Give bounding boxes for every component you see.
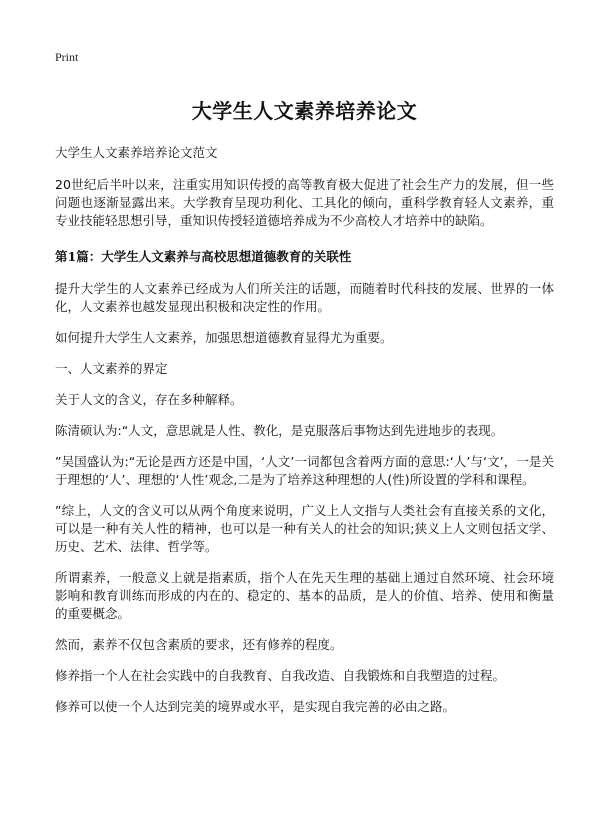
intro-paragraph: 20世纪后半叶以来，注重实用知识传授的高等教育极大促进了社会生产力的发展，但一些问题也逐渐显露出来。大学教育呈现功利化、工具化的倾向，重科学教育轻人文素养，重专业技能轻思想引导，重知识传授轻道德培养成为不少高校人才培养中的缺陷。 bbox=[55, 177, 554, 228]
body-paragraph-1: 提升大学生的人文素养已经成为人们所关注的话题，而随着时代科技的发展、世界的一体化，人文素养也越发显现出积极和决定性的作用。 bbox=[55, 281, 554, 314]
body-paragraph-6: ”综上，人文的含义可以从两个角度来说明，广义上人文指与人类社会有直接关系的文化，可以是一种有关人性的精神，也可以是一种有关人的社会的知识;狭义上人文则包括文学、历史、艺术、法律、哲学等。 bbox=[55, 503, 554, 554]
sub-heading-definition: 一、人文素养的界定 bbox=[55, 361, 168, 376]
body-paragraph-10: 修养可以使一个人达到完美的境界或水平，是实现自我完善的必由之路。 bbox=[55, 699, 456, 714]
body-paragraph-9: 修养指一个人在社会实践中的自我教育、自我改造、自我锻炼和自我塑造的过程。 bbox=[55, 668, 506, 683]
body-paragraph-4: 陈清硕认为:“人文，意思就是人性、教化，是克服落后事物达到先进地步的表现。 bbox=[55, 423, 504, 438]
body-paragraph-7: 所谓素养，一般意义上就是指素质，指个人在先天生理的基础上通过自然环境、社会环境影响和教育训练而形成的内在的、稳定的、基本的品质，是人的价值、培养、使用和衡量的重要概念。 bbox=[55, 570, 554, 621]
body-paragraph-5: ”吴国盛认为:“无论是西方还是中国，‘人文’一词都包含着两方面的意思:‘人’与‘文’，一是关于理想的‘人’、理想的‘人性’观念,二是为了培养这种理想的人(性)所设置的学科和课程。 bbox=[55, 454, 554, 487]
print-link[interactable]: Print bbox=[55, 50, 79, 64]
document-title: 大学生人文素养培养论文 bbox=[191, 99, 418, 123]
body-paragraph-8: 然而，素养不仅包含素质的要求，还有修养的程度。 bbox=[55, 637, 343, 652]
body-paragraph-2: 如何提升大学生人文素养，加强思想道德教育显得尤为重要。 bbox=[55, 330, 393, 345]
section-heading: 第1篇：大学生人文素养与高校思想道德教育的关联性 bbox=[55, 249, 352, 264]
document-subtitle: 大学生人文素养培养论文范文 bbox=[55, 145, 218, 160]
body-paragraph-3: 关于人文的含义，存在多种解释。 bbox=[55, 392, 243, 407]
